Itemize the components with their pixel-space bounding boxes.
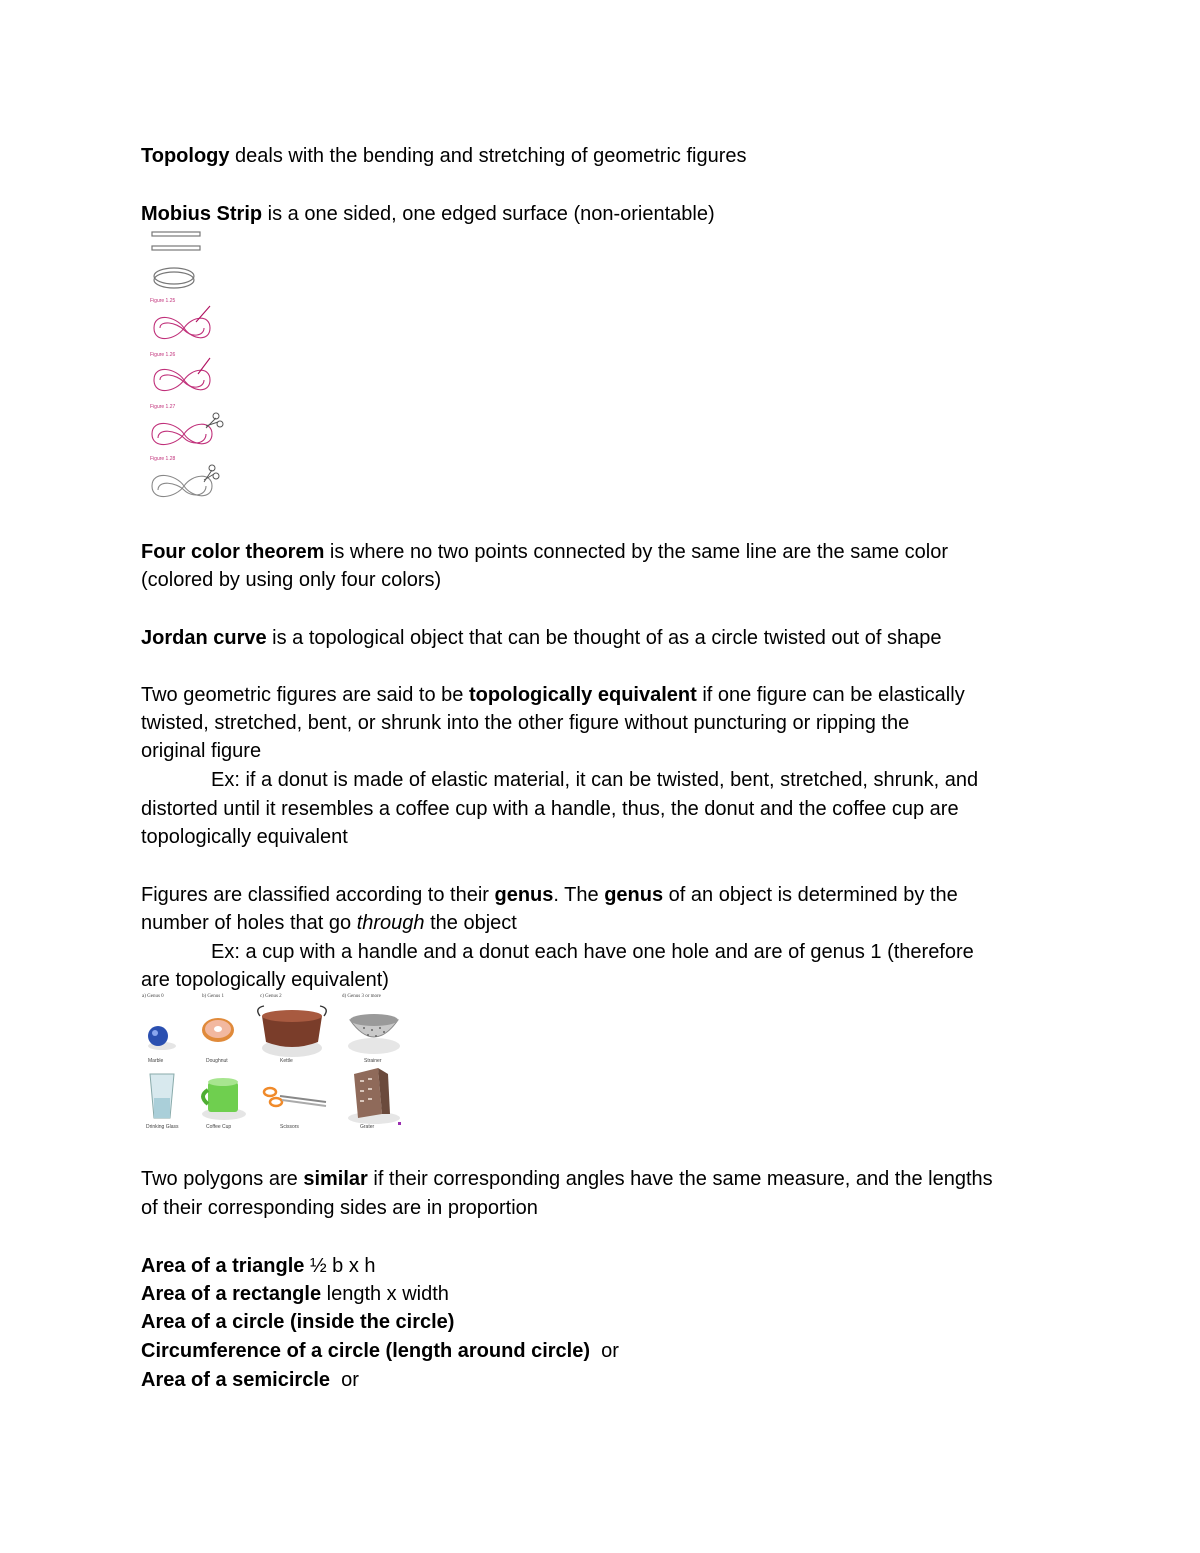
equivalent-pre: Two geometric figures are said to be: [141, 684, 469, 706]
genus-post: of an object is determined by the: [663, 884, 958, 906]
paper-strip-shape: [152, 232, 200, 236]
mobius-figure-label-4: Figure 1.28: [150, 456, 176, 462]
mobius-loop-1: [154, 306, 210, 339]
genus-line2-pre: number of holes that go: [141, 912, 357, 934]
rectangle-formula: [141, 1280, 449, 1308]
genus-header-1: b) Genus 1: [202, 994, 224, 999]
strainer-icon: [348, 1014, 400, 1054]
similar-line-1: [141, 1165, 993, 1193]
jordan-definition: is a topological object that can be thought of as a circle twisted out of shape: [266, 627, 942, 649]
mobius-loop-4: [152, 475, 212, 496]
genus-line-2: [141, 909, 517, 937]
genus-figure: [142, 994, 408, 1136]
label-coffee-cup: Coffee Cup: [206, 1124, 232, 1130]
label-drinking-glass: Drinking Glass: [146, 1124, 179, 1130]
scissors-icon: [206, 413, 223, 428]
label-grater: Grater: [360, 1124, 375, 1130]
similar-pre: Two polygons are: [141, 1168, 304, 1190]
equivalent-term: topologically equivalent: [468, 684, 697, 706]
genus-example-1: Ex: a cup with a handle and a donut each have one hole and are of genus 1 (therefore: [211, 941, 974, 963]
marble-icon: [148, 1026, 176, 1050]
genus-term-2: genus: [604, 884, 664, 906]
equivalent-example-2: distorted until it resembles a coffee cup with a handle, thus, the donut and the coffee cup are: [141, 798, 959, 820]
genus-through: through: [356, 912, 425, 934]
paper-strip-shape-2: [152, 246, 200, 250]
genus-term: genus: [494, 884, 554, 906]
circle-area-formula: [141, 1308, 454, 1336]
mobius-strip-figure: [146, 228, 226, 508]
genus-mid: . The: [553, 884, 605, 906]
genus-line-1: [141, 881, 958, 909]
triangle-formula: [141, 1252, 376, 1280]
equivalent-example-3: topologically equivalent: [141, 826, 348, 848]
four-color-line-2: (colored by using only four colors): [141, 569, 442, 591]
genus-example-2: are topologically equivalent): [141, 969, 389, 991]
similar-line-2: of their corresponding sides are in proportion: [141, 1197, 538, 1219]
label-marble: Marble: [148, 1058, 164, 1064]
four-color-term: Four color theorem: [141, 541, 325, 563]
four-color-paragraph: [141, 538, 948, 566]
kettle-icon: [258, 1006, 327, 1057]
mobius-figure-label-2: Figure 1.26: [150, 352, 176, 358]
similar-post: if their corresponding angles have the same measure, and the lengths: [367, 1168, 993, 1190]
loop-shape-2: [154, 272, 194, 288]
donut-icon: [202, 1018, 234, 1042]
mobius-figure-label-3: Figure 1.27: [150, 404, 176, 410]
mobius-term: Mobius Strip: [141, 203, 263, 225]
circle-area-term: Area of a circle (inside the circle): [141, 1311, 455, 1333]
mobius-loop-3: [152, 423, 212, 444]
similar-term: similar: [303, 1168, 368, 1190]
drinking-glass-icon: [150, 1074, 174, 1118]
genus-objects: [142, 1002, 408, 1130]
label-kettle: Kettle: [280, 1058, 293, 1064]
circumference-formula: [141, 1337, 619, 1365]
genus-line2-post: the object: [424, 912, 517, 934]
mobius-loop-2: [154, 358, 210, 391]
semicircle-term: Area of a semicircle: [141, 1369, 330, 1391]
grater-icon: [348, 1068, 401, 1125]
scissors-object-icon: [264, 1088, 326, 1106]
genus-header-0: a) Genus 0: [142, 994, 164, 999]
scissors-icon-2: [204, 465, 219, 482]
triangle-rest: ½ b x h: [304, 1255, 376, 1277]
circumference-term: Circumference of a circle (length around circle): [141, 1340, 591, 1362]
equivalent-line-1: [141, 681, 965, 709]
semicircle-rest: or: [330, 1369, 359, 1391]
equivalent-line-3: original figure: [141, 740, 262, 762]
circumference-rest: or: [590, 1340, 619, 1362]
label-strainer: Strainer: [364, 1058, 382, 1064]
genus-header-3: d) Genus 3 or more: [342, 994, 381, 999]
genus-header-2: c) Genus 2: [260, 994, 282, 999]
topology-definition: deals with the bending and stretching of geometric figures: [229, 145, 747, 167]
four-color-definition: is where no two points connected by the same line are the same color: [324, 541, 949, 563]
jordan-paragraph: [141, 624, 941, 652]
jordan-term: Jordan curve: [141, 627, 267, 649]
equivalent-line-2: twisted, stretched, bent, or shrunk into the other figure without puncturing or ripping the: [141, 712, 910, 734]
rectangle-rest: length x width: [321, 1283, 449, 1305]
topology-term: Topology: [141, 145, 230, 167]
equivalent-post: if one figure can be elastically: [696, 684, 965, 706]
mobius-paragraph: [141, 200, 715, 228]
mobius-figure-label-1: Figure 1.25: [150, 298, 176, 304]
label-scissors: Scissors: [280, 1124, 299, 1130]
mobius-definition: is a one sided, one edged surface (non-orientable): [262, 203, 715, 225]
equivalent-example-1: Ex: if a donut is made of elastic material, it can be twisted, bent, stretched, shrunk, and: [211, 769, 979, 791]
topology-paragraph: [141, 142, 746, 170]
triangle-term: Area of a triangle: [141, 1255, 305, 1277]
rectangle-term: Area of a rectangle: [141, 1283, 322, 1305]
coffee-cup-icon: [202, 1078, 246, 1120]
genus-pre: Figures are classified according to their: [141, 884, 495, 906]
label-doughnut: Doughnut: [206, 1058, 228, 1064]
loop-shape: [154, 268, 194, 284]
semicircle-formula: [141, 1366, 359, 1394]
